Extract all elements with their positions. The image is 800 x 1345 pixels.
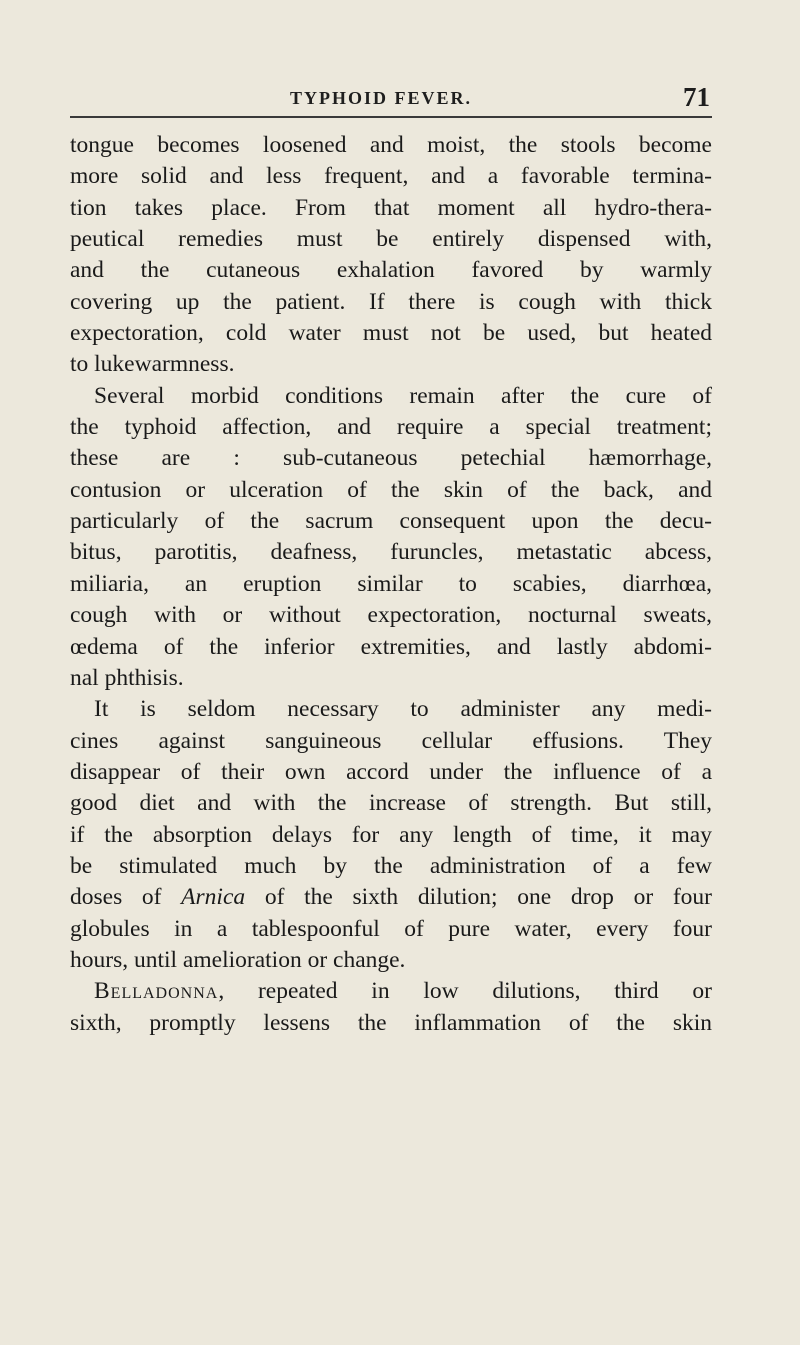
text-line: expectoration, cold water must not be used, but heated <box>70 320 712 347</box>
running-head: TYPHOID FEVER. <box>290 88 473 108</box>
text-line: good diet and with the increase of strength. But still, <box>70 790 712 817</box>
text-line: disappear of their own accord under the influence of a <box>70 758 712 785</box>
text-line: globules in a tablespoonful of pure water, every four <box>70 915 712 942</box>
text-line: bitus, parotitis, deafness, furuncles, metastatic abcess, <box>70 539 712 566</box>
text-line: cines against sanguineous cellular effusions. They <box>70 727 712 754</box>
text-line: and the cutaneous exhalation favored by warmly <box>70 257 712 284</box>
text-segment: , repeated in low dilutions, third or <box>218 978 712 1005</box>
body-text <box>70 130 712 1039</box>
text-line: the typhoid affection, and require a special treatment; <box>70 414 712 441</box>
text-line: these are : sub-cutaneous petechial hæmorrhage, <box>70 445 712 472</box>
text-line: œdema of the inferior extremities, and lastly abdomi- <box>70 633 712 660</box>
text-line: tongue becomes loosened and moist, the stools become <box>70 132 712 158</box>
text-segment: of the sixth dilution; one drop or four <box>245 884 712 911</box>
text-line: if the absorption delays for any length of time, it may <box>70 821 712 848</box>
text-line: be stimulated much by the administration of a few <box>70 852 712 879</box>
text-line: cough with or without expectoration, nocturnal sweats, <box>70 602 712 629</box>
text-line: tion takes place. From that moment all hydro-thera- <box>70 194 712 221</box>
text-line: miliaria, an eruption similar to scabies, diarrhœa, <box>70 570 712 597</box>
text-line: to lukewarmness. <box>70 351 235 378</box>
header-rule <box>70 116 712 118</box>
text-line <box>70 976 712 1007</box>
text-line: It is seldom necessary to administer any medi- <box>94 696 712 723</box>
text-line <box>70 882 712 913</box>
text-line: contusion or ulceration of the skin of the back, and <box>70 476 712 503</box>
text-line: nal phthisis. <box>70 664 184 691</box>
text-line: particularly of the sacrum consequent upon the decu- <box>70 508 712 535</box>
text-line: hours, until amelioration or change. <box>70 946 406 973</box>
text-line: covering up the patient. If there is cough with thick <box>70 288 712 315</box>
page-number: 71 <box>683 82 710 112</box>
remedy-name-belladonna: Belladonna <box>94 978 219 1005</box>
text-line: more solid and less frequent, and a favorable termina- <box>70 163 712 190</box>
text-segment: doses of <box>70 884 182 911</box>
text-line: Several morbid conditions remain after the cure of <box>94 382 712 409</box>
page-header <box>70 82 710 112</box>
text-line: sixth, promptly lessens the inflammation of the skin <box>70 1009 712 1036</box>
text-line: peutical remedies must be entirely dispensed with, <box>70 226 712 253</box>
remedy-name-arnica: Arnica <box>181 884 246 911</box>
